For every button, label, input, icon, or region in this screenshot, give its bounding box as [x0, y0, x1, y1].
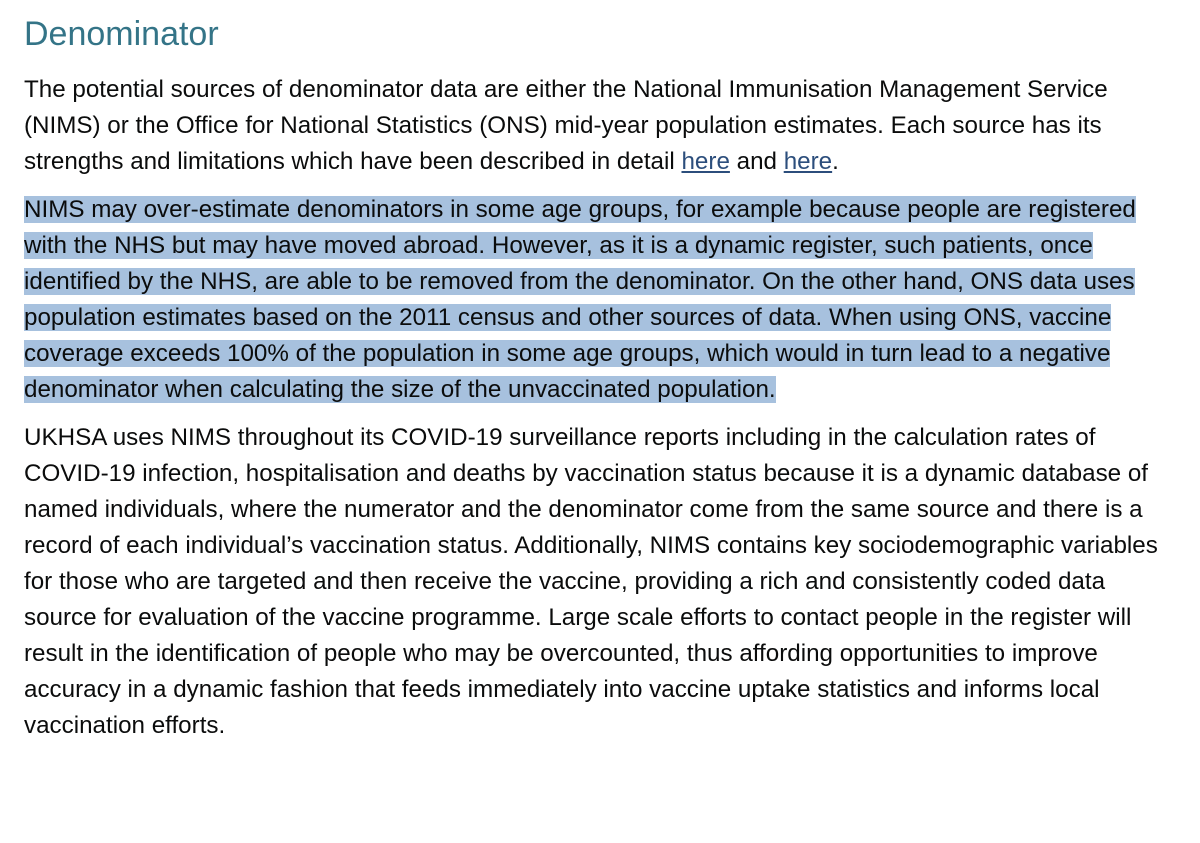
here-link-1[interactable]: here: [681, 148, 730, 175]
here-link-2[interactable]: here: [783, 148, 833, 175]
paragraph-text-between-links: and: [729, 148, 784, 175]
paragraph-ukhsa-usage: UKHSA uses NIMS throughout its COVID-19 surveillance reports including in the calculation rates of COVID-19 infection, hospitalisation and deaths by vaccination status because it is a dynamic database of named individuals, where the numerator and the denominator come from the same source and there is a record of each individual’s vaccination status. Additionally, NIMS contains key sociodemographic variables for those who are targeted and then receive the vaccine, providing a rich and consistently coded data source for evaluation of the vaccine programme. Large scale efforts to contact people in the register will result in the identification of people who may be overcounted, thus affording opportunities to improve accuracy in a dynamic fashion that feeds immediately into vaccine uptake statistics and informs local vaccination efforts.: [24, 424, 1158, 739]
highlighted-text-selection[interactable]: NIMS may over-estimate denominators in some age groups, for example because people are registered with the NHS but may have moved abroad. However, as it is a dynamic register, such patients, once identified by the NHS, are able to be removed from the denominator. On the other hand, ONS data uses population estimates based on the 2011 census and other sources of data. When using ONS, vaccine coverage exceeds 100% of the population in some age groups, which would in turn lead to a negative denominator when calculating the size of the unvaccinated population.: [24, 196, 1136, 403]
paragraph-text: The potential sources of denominator data are either the National Immunisation Management Service (NIMS) or the Office for National Statistics (ONS) mid-year population estimates. Each source has its strengths and limitations which have been described in detail: [24, 76, 1108, 175]
paragraph-data-sources: [24, 72, 1176, 180]
paragraph-nims-ons-comparison[interactable]: [24, 192, 1176, 408]
paragraph-text-end: .: [832, 148, 839, 175]
section-heading: Denominator: [24, 15, 219, 53]
